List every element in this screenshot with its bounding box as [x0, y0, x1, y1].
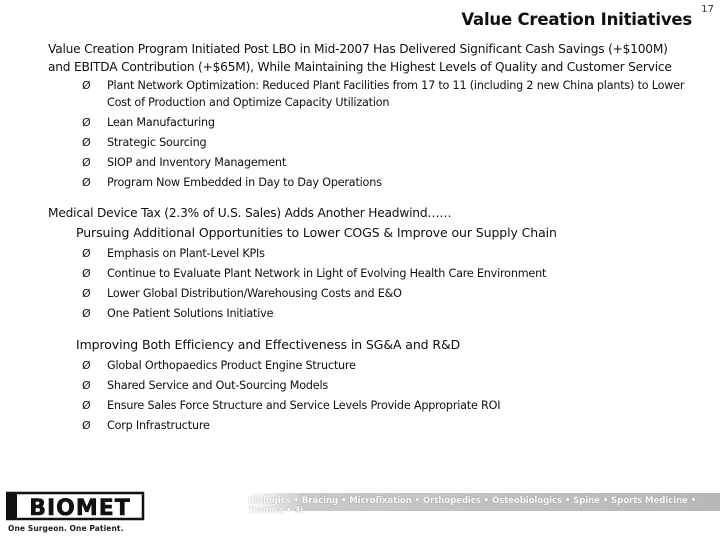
bullet-item: Ø One Patient Solutions Initiative — [82, 307, 274, 320]
bullet-item: Ø Plant Network Optimization: Reduced Plant Facilities from 17 to 11 (including 2 new China plants) to Lower Cost of Production and Optimize Capacity Utilization — [82, 79, 685, 109]
bullet-item: Ø Ensure Sales Force Structure and Service Levels Provide Appropriate ROI — [82, 399, 501, 412]
section-3-bullets — [82, 245, 688, 322]
bullet-item: Ø Lean Manufacturing — [82, 116, 215, 129]
page-number: 17 — [701, 4, 714, 15]
arrow-bullet-icon: Ø — [82, 176, 91, 189]
arrow-bullet-icon: Ø — [82, 247, 91, 260]
bullet-item: Ø Corp Infrastructure — [82, 419, 210, 432]
footer-band-text: Biologics • Bracing • Microfixation • Orthopedics • Osteobiologics • Spine • Sports Medicine • Trauma • 3i — [248, 496, 697, 516]
section-3-heading: Pursuing Additional Opportunities to Lower COGS & Improve our Supply Chain — [76, 225, 557, 240]
bullet-item: Ø SIOP and Inventory Management — [82, 156, 287, 169]
bullet-item: Ø Global Orthopaedics Product Engine Structure — [82, 359, 356, 372]
biomet-logo — [6, 491, 146, 521]
arrow-bullet-icon: Ø — [82, 399, 91, 412]
section-1-bullets — [82, 77, 688, 191]
section-4-heading: Improving Both Efficiency and Effectiveness in SG&A and R&D — [76, 337, 461, 352]
arrow-bullet-icon: Ø — [82, 359, 91, 372]
arrow-bullet-icon: Ø — [82, 287, 91, 300]
slide-title: Value Creation Initiatives — [461, 10, 692, 29]
arrow-bullet-icon: Ø — [82, 79, 91, 92]
footer-band — [248, 493, 720, 516]
slide-content — [48, 40, 688, 437]
arrow-bullet-icon: Ø — [82, 307, 91, 320]
footer — [0, 487, 720, 540]
bullet-item: Ø Shared Service and Out-Sourcing Models — [82, 379, 328, 392]
bullet-item: Ø Lower Global Distribution/Warehousing Costs and E&O — [82, 287, 402, 300]
arrow-bullet-icon: Ø — [82, 379, 91, 392]
logo-text: BIOMET — [29, 496, 131, 521]
bullet-item: Ø Emphasis on Plant-Level KPIs — [82, 247, 265, 260]
arrow-bullet-icon: Ø — [82, 156, 91, 169]
arrow-bullet-icon: Ø — [82, 267, 91, 280]
section-1-heading: Value Creation Program Initiated Post LBO in Mid-2007 Has Delivered Significant Cash Savings (+$100M) and EBITDA Contribution (+$65M), While Maintaining the Highest Levels of Quality and Customer Service — [48, 42, 672, 74]
tagline: One Surgeon. One Patient. — [8, 524, 124, 533]
section-4-bullets — [82, 357, 688, 434]
bullet-item: Ø Continue to Evaluate Plant Network in Light of Evolving Health Care Environment — [82, 267, 547, 280]
bullet-item: Ø Strategic Sourcing — [82, 136, 207, 149]
arrow-bullet-icon: Ø — [82, 116, 91, 129]
arrow-bullet-icon: Ø — [82, 419, 91, 432]
bullet-item: Ø Program Now Embedded in Day to Day Operations — [82, 176, 382, 189]
arrow-bullet-icon: Ø — [82, 136, 91, 149]
section-2-heading: Medical Device Tax (2.3% of U.S. Sales) Adds Another Headwind…… — [48, 206, 452, 220]
